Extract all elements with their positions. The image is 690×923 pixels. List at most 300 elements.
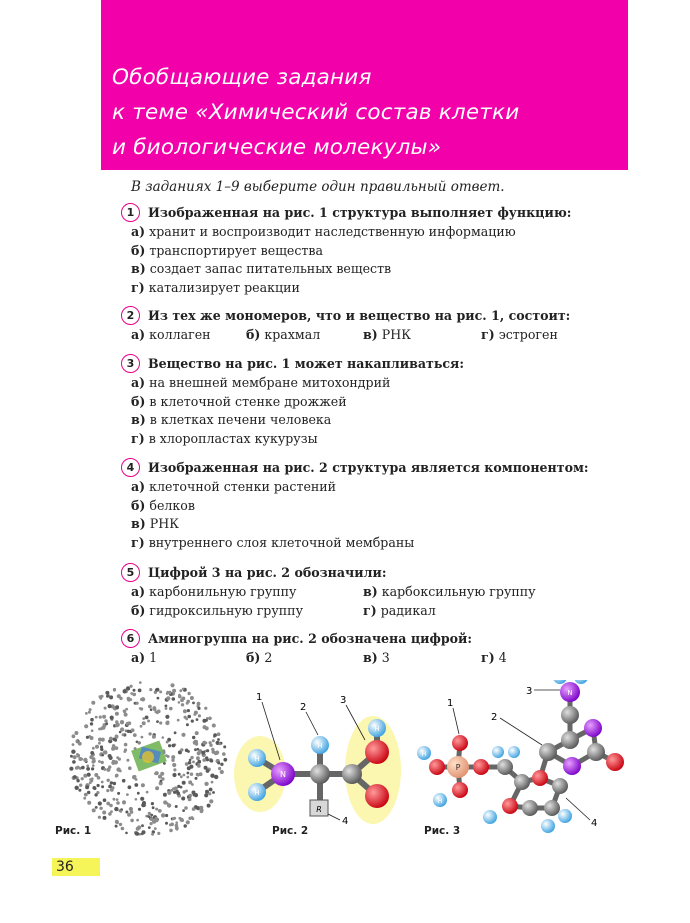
glucose-unit — [122, 779, 126, 783]
glucose-unit — [159, 690, 162, 693]
callout-3: 3 — [340, 695, 347, 706]
options-row — [131, 602, 621, 621]
glucose-unit — [137, 741, 140, 744]
glucose-unit — [208, 717, 212, 721]
options-row — [131, 326, 621, 345]
oxygen-atom — [473, 759, 489, 775]
glucose-unit — [133, 733, 137, 737]
glucose-unit — [178, 694, 181, 697]
page-title — [112, 60, 622, 165]
glucose-unit — [91, 767, 94, 770]
glucose-unit — [98, 801, 102, 805]
glucose-unit — [190, 696, 194, 700]
oxygen-atom — [452, 782, 468, 798]
glucose-unit — [196, 773, 199, 776]
question-number-badge: 3 — [121, 354, 140, 373]
glucose-unit — [83, 758, 87, 762]
glucose-unit — [169, 707, 173, 711]
glucose-unit — [85, 712, 88, 715]
glucose-unit — [192, 807, 196, 811]
glucose-unit — [88, 711, 91, 714]
glucose-unit — [127, 785, 131, 789]
glucose-unit — [90, 718, 94, 722]
glucose-unit — [115, 825, 118, 828]
glucose-unit — [204, 707, 207, 710]
carbon-atom — [561, 706, 579, 724]
glucose-unit — [205, 790, 209, 794]
option: г) внутреннего слоя клеточной мембраны — [131, 534, 415, 550]
glucose-unit — [217, 762, 220, 765]
callout-3: 3 — [526, 686, 533, 697]
glucose-unit — [101, 785, 104, 788]
glucose-unit — [150, 708, 153, 711]
question-number-badge: 5 — [121, 563, 140, 582]
callout-4: 4 — [342, 816, 349, 827]
glucose-unit — [155, 786, 159, 790]
glucose-unit — [194, 748, 197, 751]
oxygen-atom — [452, 735, 468, 751]
glucose-unit — [122, 800, 126, 804]
carbon-atom — [342, 764, 362, 784]
glucose-unit — [138, 689, 142, 693]
glucose-unit — [200, 809, 203, 812]
glucose-unit — [99, 807, 102, 810]
glucose-unit — [106, 768, 110, 772]
glucose-unit — [148, 732, 151, 735]
glucose-unit — [157, 832, 160, 835]
glucose-unit — [159, 721, 162, 724]
glucose-unit — [209, 788, 213, 792]
glucose-unit — [124, 713, 128, 717]
option: в) РНК — [363, 327, 411, 342]
glucose-unit — [186, 776, 189, 779]
glucose-unit — [183, 709, 187, 713]
glucose-unit — [194, 740, 197, 743]
glucose-unit — [192, 761, 195, 764]
glucose-unit — [117, 792, 120, 795]
glucose-unit — [176, 792, 180, 796]
hydrogen-atom — [492, 746, 504, 758]
option: г) катализирует реакции — [131, 279, 300, 295]
glucose-unit — [191, 720, 194, 723]
question-text: Аминогруппа на рис. 2 обозначена цифрой: — [148, 630, 473, 646]
glucose-unit — [209, 744, 212, 747]
glucose-unit — [187, 715, 191, 719]
glucose-unit — [178, 701, 181, 704]
figure-3-label: Рис. 3 — [424, 825, 461, 837]
glucose-unit — [115, 820, 119, 824]
carbon-atom — [514, 774, 530, 790]
glucose-unit — [163, 793, 167, 797]
glucose-unit — [172, 744, 176, 748]
glucose-unit — [99, 716, 102, 719]
glucose-unit — [70, 755, 73, 758]
glucose-unit — [194, 793, 198, 797]
glucose-unit — [138, 808, 141, 811]
glucose-unit — [177, 719, 180, 722]
glucose-unit — [108, 812, 112, 816]
glucose-unit — [106, 789, 109, 792]
glucose-unit — [170, 683, 174, 687]
glucose-unit — [71, 750, 75, 754]
glucose-unit — [212, 724, 216, 728]
question-number-badge: 6 — [121, 629, 140, 648]
glucose-unit — [102, 715, 106, 719]
glucose-unit — [172, 773, 176, 777]
svg-text:H: H — [317, 742, 323, 750]
glucose-unit — [141, 736, 144, 739]
glucose-unit — [171, 755, 175, 759]
option: г) 4 — [481, 650, 507, 665]
glucose-unit — [149, 688, 152, 691]
glucose-unit — [100, 748, 103, 751]
nitrogen-atom — [563, 757, 581, 775]
glucose-unit — [116, 801, 120, 805]
hydrogen-atom — [541, 819, 555, 833]
glucose-unit — [90, 779, 93, 782]
glucose-unit — [73, 775, 77, 779]
glucose-unit — [178, 773, 181, 776]
glucose-unit — [186, 702, 189, 705]
glucose-unit — [184, 824, 187, 827]
glucose-unit — [190, 773, 193, 776]
carbon-atom — [522, 800, 538, 816]
figures-area — [0, 680, 690, 850]
glucose-unit — [195, 731, 199, 735]
glucose-unit — [126, 793, 129, 796]
glucose-unit — [155, 711, 158, 714]
glucose-unit — [187, 766, 191, 770]
glucose-unit — [76, 740, 79, 743]
glucose-unit — [104, 719, 107, 722]
glucose-unit — [183, 790, 186, 793]
glucose-unit — [72, 734, 76, 738]
glucose-unit — [197, 751, 201, 755]
glucose-unit — [174, 731, 177, 734]
glucose-unit — [180, 786, 183, 789]
glucose-unit — [201, 751, 205, 755]
glucose-unit — [119, 697, 122, 700]
glucose-unit — [127, 813, 131, 817]
option: в) создает запас питательных веществ — [131, 261, 392, 276]
glucose-unit — [136, 702, 139, 705]
glucose-unit — [98, 742, 101, 745]
option: а) хранит и воспроизводит наследственную информацию — [131, 224, 516, 239]
question-3 — [121, 352, 621, 448]
glucose-unit — [140, 707, 143, 710]
glucose-unit — [137, 792, 140, 795]
glucose-unit — [108, 754, 112, 758]
option: а) на внешней мембране митохондрий — [131, 375, 391, 390]
title-line-1: Обобщающие задания — [112, 65, 372, 90]
svg-text:P: P — [455, 763, 461, 772]
glucose-unit — [128, 766, 132, 770]
glucose-unit — [206, 758, 209, 761]
carbon-atom — [539, 743, 557, 761]
glucose-unit — [179, 689, 182, 692]
glucose-unit — [92, 808, 96, 812]
figure-1-label: Рис. 1 — [55, 825, 92, 837]
glucose-unit — [130, 685, 133, 688]
glucose-unit — [147, 815, 150, 818]
glucose-unit — [173, 768, 176, 771]
glucose-unit — [132, 775, 136, 779]
option: б) крахмал — [246, 327, 321, 342]
glucose-unit — [115, 712, 119, 716]
glucose-unit — [218, 767, 221, 770]
glucose-unit — [165, 721, 169, 725]
glucose-unit — [220, 770, 224, 774]
glucose-unit — [214, 751, 218, 755]
glucose-unit — [212, 791, 215, 794]
glucose-unit — [92, 764, 95, 767]
glucose-unit — [181, 797, 185, 801]
oxygen-atom — [365, 740, 389, 764]
glucose-unit — [180, 698, 184, 702]
question-6 — [121, 627, 621, 668]
question-text: Изображенная на рис. 2 структура является компонентом: — [148, 459, 589, 475]
glucose-unit — [186, 820, 190, 824]
glucose-unit — [142, 721, 146, 725]
glucose-unit — [147, 720, 150, 723]
glucose-unit — [161, 777, 164, 780]
callout-1: 1 — [447, 698, 454, 709]
glucose-unit — [89, 708, 92, 711]
glucose-unit — [113, 688, 116, 691]
glucose-unit — [209, 799, 213, 803]
glucose-unit — [163, 800, 167, 804]
nitrogen-atom — [584, 719, 602, 737]
glucose-unit — [76, 766, 79, 769]
callout-1: 1 — [256, 692, 263, 703]
glucose-unit — [183, 774, 186, 777]
figure-3-nucleotide — [417, 680, 624, 833]
figure-1-core — [131, 741, 167, 772]
glucose-unit — [158, 809, 162, 813]
question-text: Цифрой 3 на рис. 2 обозначили: — [148, 564, 387, 580]
glucose-unit — [114, 807, 118, 811]
glucose-unit — [91, 729, 94, 732]
glucose-unit — [98, 738, 102, 742]
glucose-unit — [110, 781, 113, 784]
glucose-unit — [172, 697, 176, 701]
glucose-unit — [122, 733, 125, 736]
glucose-unit — [141, 697, 145, 701]
hydrogen-atom — [574, 680, 588, 684]
question-number-badge: 1 — [121, 203, 140, 222]
glucose-unit — [116, 756, 119, 759]
glucose-unit — [173, 791, 176, 794]
glucose-unit — [148, 705, 152, 709]
glucose-unit — [107, 779, 110, 782]
glucose-unit — [165, 715, 169, 719]
option: в) РНК — [131, 516, 179, 531]
glucose-unit — [166, 741, 169, 744]
glucose-unit — [87, 791, 90, 794]
option: в) 3 — [363, 650, 390, 665]
glucose-unit — [154, 827, 157, 830]
glucose-unit — [151, 833, 154, 836]
glucose-unit — [169, 829, 173, 833]
glucose-unit — [136, 819, 139, 822]
glucose-unit — [86, 736, 89, 739]
glucose-unit — [106, 802, 110, 806]
glucose-unit — [179, 817, 182, 820]
glucose-unit — [130, 810, 134, 814]
glucose-unit — [210, 759, 214, 763]
glucose-unit — [113, 782, 116, 785]
question-text: Из тех же мономеров, что и вещество на рис. 1, состоит: — [148, 307, 571, 323]
glucose-unit — [189, 759, 192, 762]
glucose-unit — [142, 830, 146, 834]
glucose-unit — [114, 739, 117, 742]
glucose-unit — [220, 763, 223, 766]
glucose-unit — [186, 723, 189, 726]
glucose-unit — [155, 688, 158, 691]
glucose-unit — [78, 742, 82, 746]
glucose-unit — [119, 770, 122, 773]
glucose-unit — [181, 733, 185, 737]
glucose-unit — [90, 751, 94, 755]
hydrogen-atom — [558, 809, 572, 823]
glucose-unit — [101, 726, 105, 730]
glucose-unit — [112, 746, 115, 749]
glucose-unit — [165, 705, 168, 708]
glucose-unit — [86, 767, 90, 771]
glucose-unit — [127, 730, 130, 733]
svg-text:N: N — [280, 770, 286, 779]
glucose-unit — [78, 789, 81, 792]
options-row — [131, 583, 621, 602]
glucose-unit — [127, 698, 131, 702]
glucose-unit — [156, 819, 159, 822]
glucose-unit — [98, 760, 101, 763]
svg-text:N: N — [567, 689, 573, 697]
glucose-unit — [188, 780, 192, 784]
glucose-unit — [103, 768, 106, 771]
glucose-unit — [110, 788, 114, 792]
glucose-unit — [72, 760, 76, 764]
glucose-unit — [104, 707, 107, 710]
glucose-unit — [198, 714, 201, 717]
glucose-unit — [131, 728, 135, 732]
glucose-unit — [181, 703, 184, 706]
glucose-unit — [197, 748, 200, 751]
glucose-unit — [95, 745, 99, 749]
glucose-unit — [202, 758, 206, 762]
option: а) 1 — [131, 650, 158, 665]
glucose-unit — [188, 798, 192, 802]
glucose-unit — [81, 766, 85, 770]
carbon-atom — [310, 764, 330, 784]
glucose-unit — [111, 761, 115, 765]
glucose-unit — [101, 761, 104, 764]
glucose-unit — [76, 779, 79, 782]
option: б) транспортирует вещества — [131, 242, 323, 258]
glucose-unit — [197, 707, 200, 710]
glucose-unit — [85, 785, 89, 789]
title-line-3: и биологические молекулы» — [112, 135, 442, 160]
glucose-unit — [115, 705, 119, 709]
glucose-unit — [202, 741, 206, 745]
glucose-unit — [98, 728, 101, 731]
glucose-unit — [213, 733, 217, 737]
carbon-atom — [552, 778, 568, 794]
glucose-unit — [192, 736, 195, 739]
glucose-unit — [217, 732, 221, 736]
glucose-unit — [182, 781, 186, 785]
glucose-unit — [202, 719, 206, 723]
hydrogen-atom — [483, 810, 497, 824]
glucose-unit — [148, 826, 151, 829]
header-banner — [101, 0, 628, 170]
option: г) в хлоропластах кукурузы — [131, 430, 318, 446]
glucose-unit — [119, 731, 122, 734]
glucose-unit — [135, 832, 139, 836]
svg-text:H: H — [254, 755, 260, 763]
glucose-unit — [158, 775, 162, 779]
option: а) карбонильную группу — [131, 584, 297, 599]
callout-4: 4 — [591, 818, 598, 829]
glucose-unit — [95, 716, 98, 719]
glucose-unit — [105, 691, 109, 695]
page-number: 36 — [52, 858, 100, 876]
oxygen-atom — [532, 770, 548, 786]
glucose-unit — [185, 718, 188, 721]
glucose-unit — [166, 696, 170, 700]
glucose-unit — [175, 826, 179, 830]
glucose-unit — [126, 759, 129, 762]
glucose-unit — [162, 736, 165, 739]
callout-2: 2 — [491, 712, 498, 723]
figure-2-amino-acid — [234, 692, 401, 827]
glucose-unit — [142, 717, 145, 720]
glucose-unit — [103, 750, 107, 754]
glucose-unit — [196, 756, 200, 760]
oxygen-atom — [606, 753, 624, 771]
glucose-unit — [132, 693, 136, 697]
glucose-unit — [133, 689, 136, 692]
option: б) белков — [131, 497, 195, 513]
glucose-unit — [206, 749, 209, 752]
glucose-unit — [121, 827, 125, 831]
option: а) коллаген — [131, 327, 211, 342]
glucose-unit — [110, 716, 114, 720]
glucose-unit — [101, 754, 104, 757]
oxygen-atom — [502, 798, 518, 814]
glucose-unit — [165, 814, 168, 817]
glucose-unit — [90, 736, 94, 740]
glucose-unit — [106, 695, 109, 698]
oxygen-atom — [429, 759, 445, 775]
option: б) гидроксильную группу — [131, 602, 303, 618]
glucose-unit — [139, 681, 142, 684]
glucose-unit — [197, 702, 201, 706]
question-number-badge: 4 — [121, 458, 140, 477]
glucose-unit — [187, 709, 190, 712]
glucose-unit — [103, 798, 107, 802]
glucose-unit — [94, 793, 97, 796]
hydrogen-atom — [508, 746, 520, 758]
svg-text:H: H — [254, 789, 260, 797]
svg-text:H: H — [374, 725, 380, 733]
glucose-unit — [94, 773, 98, 777]
glucose-unit — [86, 765, 89, 768]
glucose-unit — [79, 784, 82, 787]
glucose-unit — [92, 757, 96, 761]
glucose-unit — [91, 701, 95, 705]
glucose-unit — [75, 786, 79, 790]
